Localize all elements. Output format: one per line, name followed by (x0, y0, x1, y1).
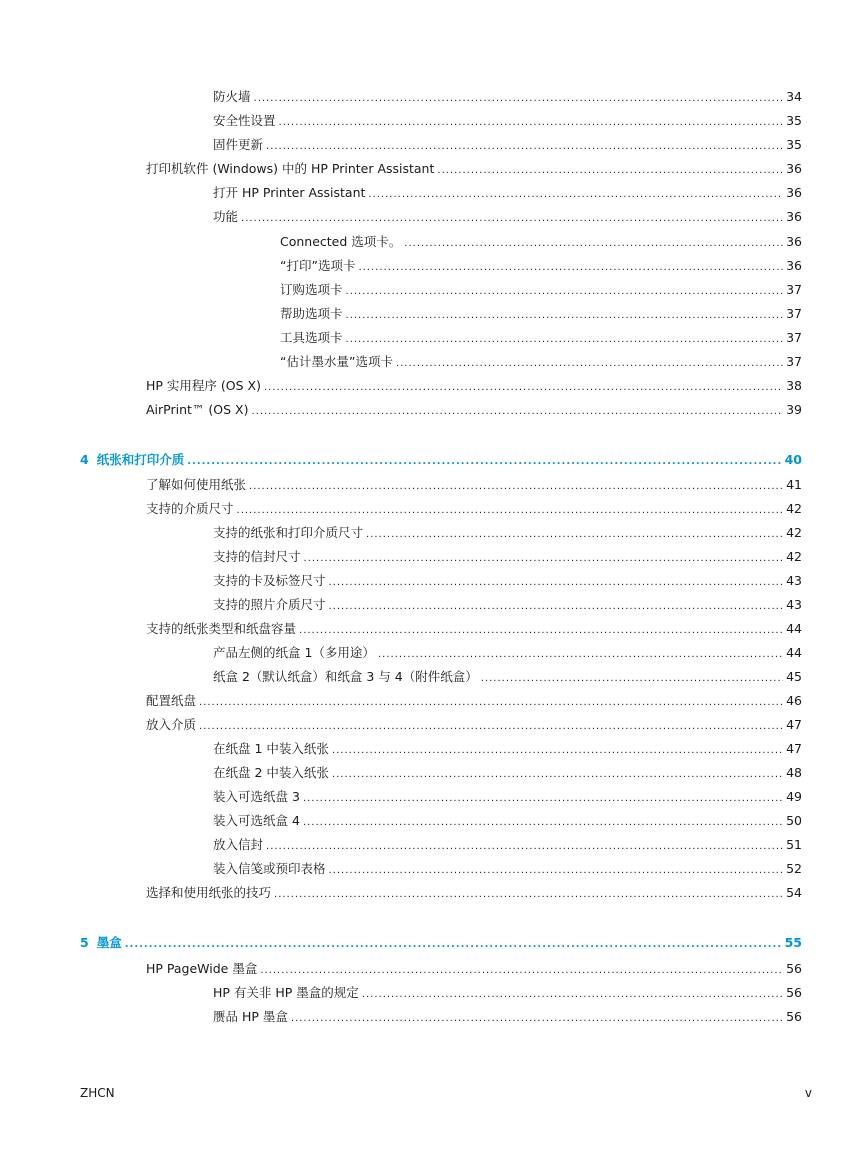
dot-leader (299, 623, 783, 639)
toc-entry[interactable] (213, 765, 802, 783)
toc-entry-page: 35 (786, 113, 802, 128)
dot-leader (332, 767, 783, 783)
toc-entry-label: 赝品 HP 墨盒 (213, 1009, 288, 1024)
toc-entry-page: 50 (786, 813, 802, 828)
dot-leader (291, 1011, 783, 1027)
toc-entry[interactable] (213, 837, 802, 855)
toc-entry-label: HP 实用程序 (OS X) (146, 378, 261, 393)
toc-entry-page: 45 (786, 669, 802, 684)
toc-entry-label: 帮助选项卡 (280, 306, 343, 321)
toc-entry[interactable] (280, 354, 802, 372)
dot-leader (304, 551, 783, 567)
dot-leader (346, 332, 783, 348)
toc-entry-page: 36 (786, 234, 802, 249)
toc-entry-label: HP 有关非 HP 墨盒的规定 (213, 985, 359, 1000)
toc-entry[interactable] (280, 330, 802, 348)
toc-entry[interactable] (213, 573, 802, 591)
dot-leader (346, 308, 783, 324)
toc-entry-page: 51 (786, 837, 802, 852)
toc-entry-label: 打印机软件 (Windows) 中的 HP Printer Assistant (146, 161, 435, 176)
toc-entry-page: 56 (786, 1009, 802, 1024)
toc-entry-label: 选择和使用纸张的技巧 (146, 885, 272, 900)
toc-entry-label: 打开 HP Printer Assistant (213, 185, 366, 200)
toc-entry[interactable] (213, 741, 802, 759)
toc-entry-page: 49 (786, 789, 802, 804)
toc-entry-page: 48 (786, 765, 802, 780)
footer-language-code: ZHCN (80, 1086, 115, 1100)
toc-entry-label: 订购选项卡 (280, 282, 343, 297)
toc-entry[interactable] (213, 597, 802, 615)
dot-leader (404, 236, 783, 252)
toc-entry-page: 56 (786, 961, 802, 976)
toc-entry[interactable] (213, 861, 802, 879)
toc-entry[interactable] (213, 137, 802, 155)
toc-entry-label: 产品左侧的纸盒 1（多用途） (213, 645, 375, 660)
toc-entry-page: 44 (786, 621, 802, 636)
toc-entry[interactable] (146, 961, 802, 979)
toc-entry[interactable] (146, 477, 802, 495)
dot-leader (358, 260, 783, 276)
toc-entry[interactable] (146, 885, 802, 903)
toc-entry-label: 功能 (213, 209, 239, 224)
chapter-number: 5 (80, 935, 89, 950)
dot-leader (346, 284, 783, 300)
dot-leader (329, 863, 783, 879)
dot-leader (437, 163, 783, 179)
toc-entry-label: “估计墨水量”选项卡 (280, 354, 393, 369)
toc-entry-label: 装入信笺或预印表格 (213, 861, 326, 876)
toc-entry-page: 44 (786, 645, 802, 660)
dot-leader (254, 91, 783, 107)
toc-chapter-heading[interactable] (80, 935, 802, 953)
dot-leader (260, 963, 783, 979)
toc-entry-page: 40 (784, 452, 802, 467)
toc-entry[interactable] (280, 306, 802, 324)
toc-entry-page: 54 (786, 885, 802, 900)
toc-entry-label: 在纸盘 1 中装入纸张 (213, 741, 329, 756)
toc-entry[interactable] (213, 813, 802, 831)
toc-entry[interactable] (146, 402, 802, 420)
toc-entry[interactable] (146, 501, 802, 519)
toc-entry-label: 固件更新 (213, 137, 264, 152)
dot-leader (366, 527, 783, 543)
dot-leader (249, 479, 783, 495)
toc-entry-page: 41 (786, 477, 802, 492)
toc-entry-page: 37 (786, 330, 802, 345)
toc-entry-label: 安全性设置 (213, 113, 276, 128)
dot-leader (264, 380, 783, 396)
dot-leader (481, 671, 783, 687)
toc-entry-page: 36 (786, 258, 802, 273)
toc-entry[interactable] (213, 185, 802, 203)
toc-entry-page: 42 (786, 501, 802, 516)
toc-entry[interactable] (146, 161, 802, 179)
toc-entry[interactable] (213, 113, 802, 131)
toc-entry[interactable] (146, 621, 802, 639)
toc-entry[interactable] (146, 378, 802, 396)
dot-leader (266, 839, 783, 855)
toc-entry-page: 55 (784, 935, 802, 950)
dot-leader (378, 647, 783, 663)
dot-leader (237, 503, 783, 519)
toc-entry[interactable] (213, 645, 802, 663)
toc-entry[interactable] (146, 717, 802, 735)
toc-entry-page: 43 (786, 573, 802, 588)
toc-entry-label: 支持的卡及标签尺寸 (213, 573, 326, 588)
toc-entry-page: 52 (786, 861, 802, 876)
dot-leader (125, 937, 782, 953)
toc-entry-page: 34 (786, 89, 802, 104)
dot-leader (251, 404, 783, 420)
toc-entry[interactable] (213, 789, 802, 807)
toc-entry[interactable] (280, 258, 802, 276)
toc-entry-page: 36 (786, 161, 802, 176)
toc-entry-label: 防火墙 (213, 89, 251, 104)
toc-entry-label: 在纸盘 2 中装入纸张 (213, 765, 329, 780)
toc-entry-page: 46 (786, 693, 802, 708)
toc-entry-page: 35 (786, 137, 802, 152)
toc-entry[interactable] (213, 549, 802, 567)
toc-entry[interactable] (280, 282, 802, 300)
toc-entry[interactable] (146, 693, 802, 711)
toc-entry-label: 支持的照片介质尺寸 (213, 597, 326, 612)
dot-leader (303, 791, 783, 807)
toc-entry-label: 工具选项卡 (280, 330, 343, 345)
dot-leader (329, 599, 783, 615)
toc-entry-page: 42 (786, 525, 802, 540)
dot-leader (303, 815, 783, 831)
toc-chapter-heading[interactable] (80, 452, 802, 470)
dot-leader (329, 575, 783, 591)
toc-entry-label: 装入可选纸盘 3 (213, 789, 300, 804)
dot-leader (199, 695, 783, 711)
toc-entry[interactable] (213, 209, 802, 227)
dot-leader (332, 743, 783, 759)
toc-entry-page: 37 (786, 354, 802, 369)
toc-entry[interactable] (213, 525, 802, 543)
toc-entry-label: Connected 选项卡。 (280, 234, 402, 249)
chapter-title: 纸张和打印介质 (96, 452, 185, 467)
toc-entry-page: 56 (786, 985, 802, 1000)
toc-entry-label: 放入介质 (146, 717, 197, 732)
toc-entry-label: 装入可选纸盒 4 (213, 813, 300, 828)
toc-entry-page: 37 (786, 282, 802, 297)
toc-entry-label: 支持的纸张类型和纸盘容量 (146, 621, 297, 636)
dot-leader (241, 211, 783, 227)
dot-leader (279, 115, 783, 131)
toc-entry-page: 38 (786, 378, 802, 393)
toc-entry-label: HP PageWide 墨盒 (146, 961, 258, 976)
chapter-title: 墨盒 (96, 935, 122, 950)
toc-entry-page: 39 (786, 402, 802, 417)
dot-leader (187, 454, 781, 470)
toc-entry-label: AirPrint™ (OS X) (146, 402, 249, 417)
toc-entry-label: 配置纸盘 (146, 693, 197, 708)
dot-leader (274, 887, 783, 903)
footer-page-number: v (804, 1086, 812, 1100)
dot-leader (362, 987, 783, 1003)
toc-entry-page: 47 (786, 741, 802, 756)
dot-leader (266, 139, 783, 155)
toc-entry-page: 37 (786, 306, 802, 321)
toc-entry-label: 支持的纸张和打印介质尺寸 (213, 525, 364, 540)
toc-entry-page: 43 (786, 597, 802, 612)
toc-entry-label: 支持的介质尺寸 (146, 501, 234, 516)
dot-leader (199, 719, 783, 735)
toc-entry-page: 36 (786, 209, 802, 224)
toc-entry[interactable] (213, 669, 802, 687)
chapter-number: 4 (80, 452, 89, 467)
toc-entry-label: 纸盒 2（默认纸盒）和纸盒 3 与 4（附件纸盒） (213, 669, 478, 684)
toc-entry-label: “打印”选项卡 (280, 258, 356, 273)
toc-entry-page: 36 (786, 185, 802, 200)
toc-entry-label: 了解如何使用纸张 (146, 477, 247, 492)
toc-entry[interactable] (280, 234, 802, 252)
toc-entry[interactable] (213, 89, 802, 107)
toc-entry-page: 47 (786, 717, 802, 732)
toc-entry[interactable] (213, 1009, 802, 1027)
toc-entry[interactable] (213, 985, 802, 1003)
toc-entry-label: 放入信封 (213, 837, 264, 852)
toc-entry-label: 支持的信封尺寸 (213, 549, 301, 564)
dot-leader (396, 356, 783, 372)
dot-leader (368, 187, 783, 203)
toc-entry-page: 42 (786, 549, 802, 564)
